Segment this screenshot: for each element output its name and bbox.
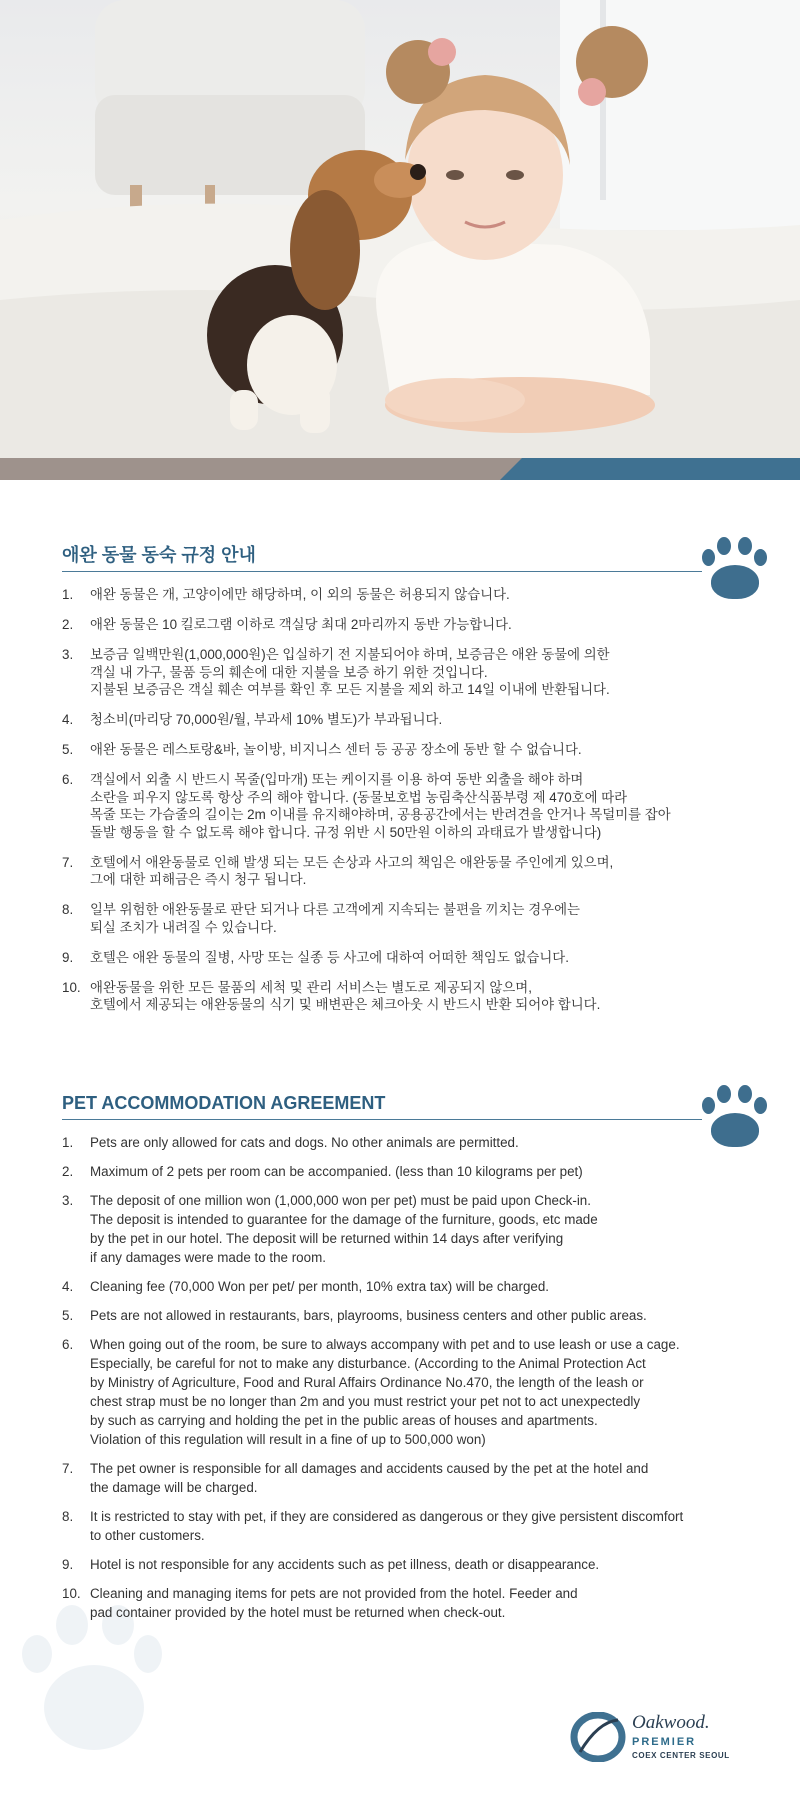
list-item	[62, 1162, 762, 1181]
item-number: 4.	[62, 1279, 74, 1294]
list-item	[62, 949, 762, 967]
item-text: 애완 동물은 개, 고양이에만 해당하며, 이 외의 동물은 허용되지 않습니다.	[90, 587, 510, 602]
english-rules-list	[62, 1133, 762, 1632]
list-item	[62, 1133, 762, 1152]
korean-rules-list	[62, 586, 762, 1026]
item-text: 돌발 행동을 할 수 없도록 해야 합니다. 규정 위반 시 50만원 이하의 과태료가 발생합니다)	[90, 824, 602, 840]
item-text: The deposit is intended to guarantee for the damage of the furniture, goods, etc made	[90, 1212, 598, 1227]
oakwood-logo	[570, 1710, 770, 1770]
english-section-title: PET ACCOMMODATION AGREEMENT	[62, 1093, 386, 1113]
item-text: Cleaning and managing items for pets are not provided from the hotel. Feeder and	[90, 1586, 578, 1601]
item-text: 소란을 피우지 않도록 항상 주의 해야 합니다. (동물보호법 농림축산식품부령 제 470호에 따라	[90, 789, 628, 805]
hero-photo	[0, 0, 800, 458]
list-item	[62, 1306, 762, 1325]
item-number: 9.	[62, 1557, 74, 1572]
item-number: 3.	[62, 647, 74, 662]
item-text: Pets are not allowed in restaurants, bars, playrooms, business centers and other public areas.	[90, 1308, 647, 1323]
list-item	[62, 586, 762, 604]
item-text: Maximum of 2 pets per room can be accompanied. (less than 10 kilograms per pet)	[90, 1164, 583, 1179]
list-item	[62, 771, 762, 841]
list-item	[62, 711, 762, 729]
korean-section-title: 애완 동물 동숙 규정 안내	[62, 545, 256, 565]
item-number: 9.	[62, 949, 74, 965]
oakwood-logo-icon	[570, 1712, 626, 1762]
item-number: 3.	[62, 1193, 74, 1208]
item-text: 일부 위험한 애완동물로 판단 되거나 다른 고객에게 지속되는 불편을 끼치는 경우에는	[90, 902, 580, 917]
list-item	[62, 1191, 762, 1267]
list-item	[62, 741, 762, 759]
item-text: by the pet in our hotel. The deposit will be returned within 14 days after verifying	[90, 1231, 564, 1246]
item-number: 2.	[62, 1164, 74, 1179]
list-item	[62, 1277, 762, 1296]
item-text: 그에 대한 피해금은 즉시 청구 됩니다.	[90, 872, 307, 887]
item-text: 퇴실 조치가 내려질 수 있습니다.	[90, 919, 277, 935]
item-text: 청소비(마리당 70,000원/월, 부과세 10% 별도)가 부과됩니다.	[90, 712, 443, 727]
item-number: 2.	[62, 617, 74, 632]
list-item	[62, 901, 762, 936]
item-number: 1.	[62, 587, 74, 602]
item-text: 호텔에서 애완동물로 인해 발생 되는 모든 손상과 사고의 책임은 애완동물 주인에게 있으며,	[90, 854, 614, 870]
item-number: 5.	[62, 742, 74, 757]
item-text: 호텔에서 제공되는 애완동물의 식기 및 배변판은 체크아웃 시 반드시 반환 되어야 합니다.	[90, 997, 601, 1012]
item-text: When going out of the room, be sure to always accompany with pet and to use leash or use a cage.	[90, 1337, 680, 1352]
item-number: 10.	[62, 1586, 81, 1601]
item-number: 1.	[62, 1135, 74, 1150]
item-text: by Ministry of Agriculture, Food and Rural Affairs Ordinance No.470, the length of the leash or	[90, 1375, 644, 1390]
korean-title-rule	[62, 571, 702, 572]
item-text: Pets are only allowed for cats and dogs. No other animals are permitted.	[90, 1135, 519, 1150]
item-number: 8.	[62, 902, 74, 917]
decorative-band	[0, 458, 800, 480]
item-number: 8.	[62, 1509, 74, 1524]
list-item	[62, 1507, 762, 1545]
list-item	[62, 1584, 762, 1622]
item-text: Cleaning fee (70,000 Won per pet/ per month, 10% extra tax) will be charged.	[90, 1279, 550, 1294]
item-text: 애완 동물은 10 킬로그램 이하로 객실당 최대 2마리까지 동반 가능합니다.	[90, 617, 512, 632]
logo-brand-name: Oakwood.	[632, 1712, 710, 1733]
item-number: 4.	[62, 712, 74, 727]
item-text: Especially, be careful for not to make any disturbance. (According to the Animal Protection Act	[90, 1356, 646, 1371]
item-text: 호텔은 애완 동물의 질병, 사망 또는 실종 등 사고에 대하여 어떠한 책임도 없습니다.	[90, 949, 569, 965]
hero-illustration	[0, 0, 800, 458]
item-text: 지불된 보증금은 객실 훼손 여부를 확인 후 모든 지불을 제외 하고 14일 이내에 반환됩니다.	[90, 682, 610, 697]
list-item	[62, 979, 762, 1014]
item-text: chest strap must be no longer than 2m and you must restrict your pet not to act unexpectedly	[90, 1394, 641, 1409]
item-text: 객실에서 외출 시 반드시 목줄(입마개) 또는 케이지를 이용 하여 동반 외출을 해야 하며	[90, 772, 584, 787]
item-text: Hotel is not responsible for any accidents such as pet illness, death or disappearance.	[90, 1557, 600, 1572]
list-item	[62, 1555, 762, 1574]
list-item	[62, 854, 762, 889]
item-text: if any damages were made to the room.	[90, 1250, 326, 1265]
decorative-band-accent	[500, 458, 800, 480]
list-item	[62, 616, 762, 634]
list-item	[62, 646, 762, 699]
item-text: Violation of this regulation will result in a fine of up to 500,000 won)	[90, 1432, 486, 1447]
item-number: 10.	[62, 979, 81, 995]
item-text: 애완 동물은 레스토랑&바, 놀이방, 비지니스 센터 등 공공 장소에 동반 할 수 없습니다.	[90, 742, 582, 757]
item-text: pad container provided by the hotel must be returned when check-out.	[90, 1605, 506, 1620]
item-text: It is restricted to stay with pet, if they are considered as dangerous or they give persistent discomfort	[90, 1509, 684, 1524]
item-number: 6.	[62, 772, 74, 787]
item-text: The pet owner is responsible for all damages and accidents caused by the pet at the hotel and	[90, 1461, 649, 1476]
item-text: The deposit of one million won (1,000,000 won per pet) must be paid upon Check-in.	[90, 1193, 591, 1208]
item-number: 7.	[62, 1461, 74, 1476]
list-item	[62, 1459, 762, 1497]
item-text: 애완동물을 위한 모든 물품의 세척 및 관리 서비스는 별도로 제공되지 않으며,	[90, 979, 532, 995]
item-text: to other customers.	[90, 1528, 205, 1543]
item-number: 6.	[62, 1337, 74, 1352]
item-number: 7.	[62, 854, 74, 870]
english-title-rule	[62, 1119, 702, 1120]
item-text: 객실 내 가구, 물품 등의 훼손에 대한 지불을 보증 하기 위한 것입니다.	[90, 664, 488, 680]
list-item	[62, 1335, 762, 1449]
item-text: the damage will be charged.	[90, 1480, 258, 1495]
item-text: by such as carrying and holding the pet in the public areas of houses and apartments.	[90, 1413, 598, 1428]
logo-location: COEX CENTER SEOUL	[632, 1751, 730, 1760]
item-number: 5.	[62, 1308, 74, 1323]
item-text: 보증금 일백만원(1,000,000원)은 입실하기 전 지불되어야 하며, 보증금은 애완 동물에 의한	[90, 647, 610, 662]
logo-tier: PREMIER	[632, 1736, 697, 1748]
item-text: 목줄 또는 가슴줄의 길이는 2m 이내를 유지해야하며, 공용공간에서는 반려견을 안거나 목덜미를 잡아	[90, 807, 671, 822]
